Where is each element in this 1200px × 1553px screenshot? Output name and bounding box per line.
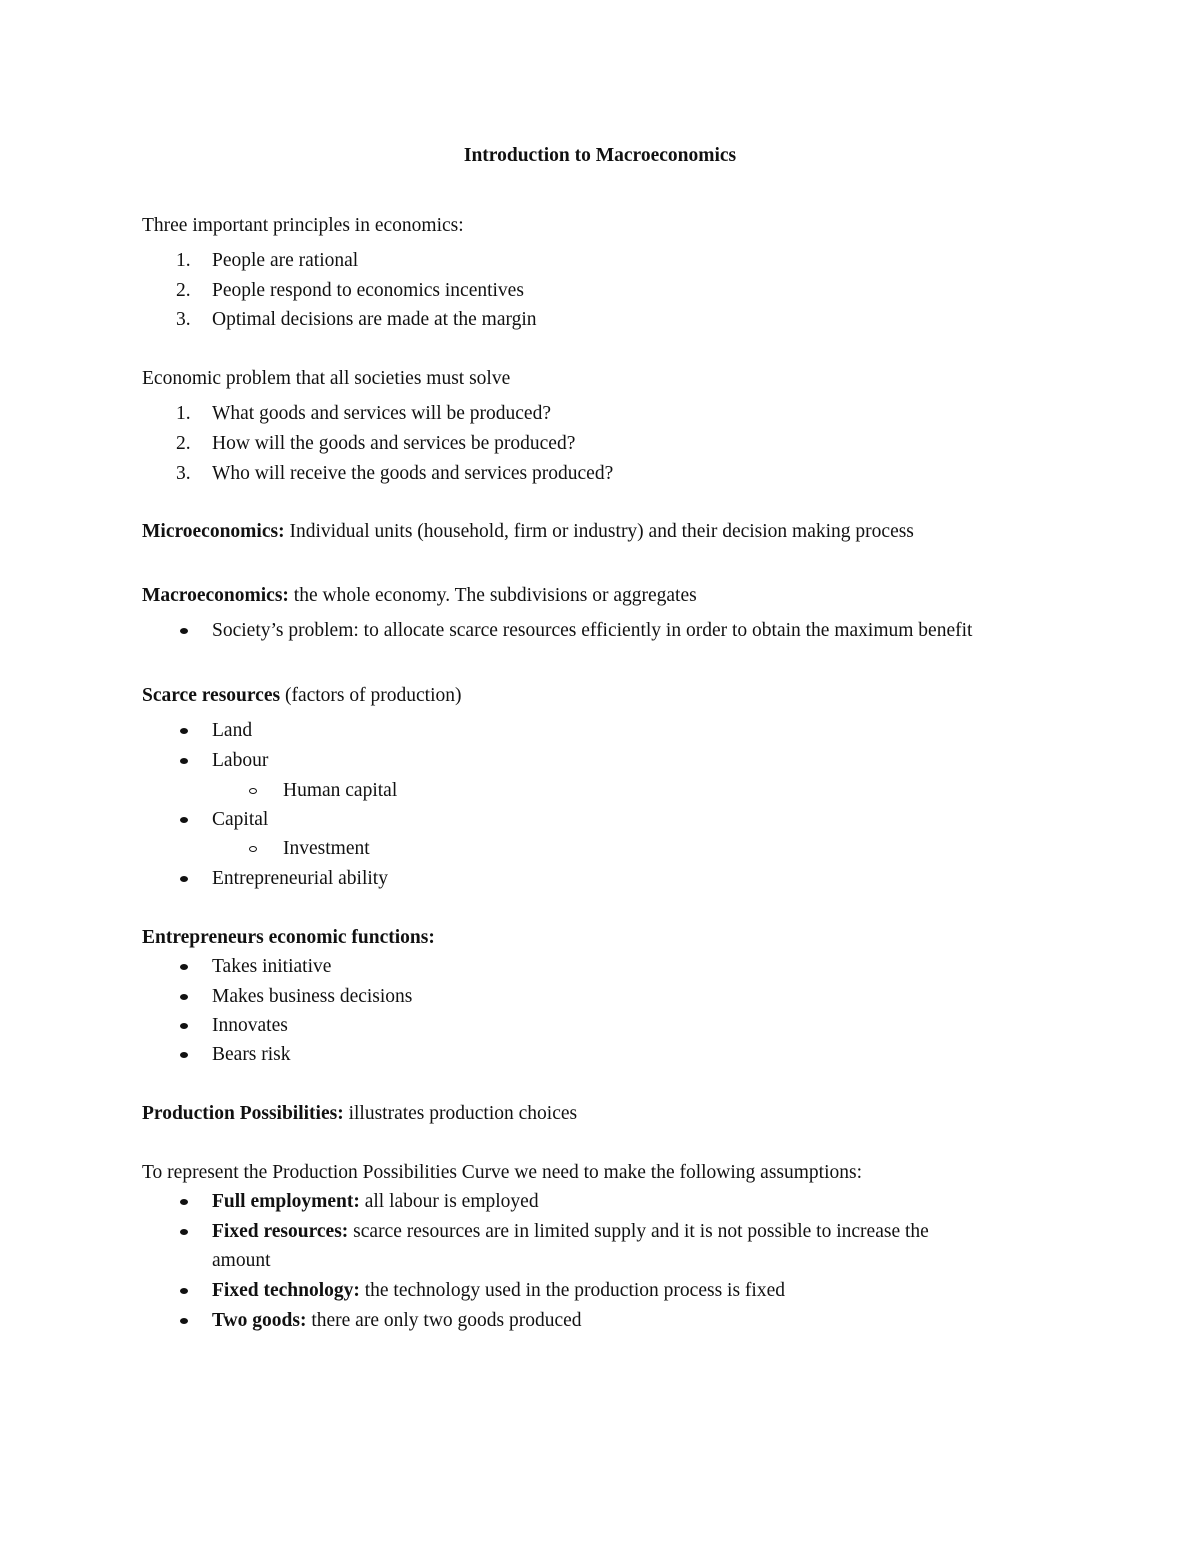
resource-subitem-human-capital: Human capital <box>283 780 398 801</box>
assumption-item <box>212 1278 785 1304</box>
principle-item: People respond to economics incentives <box>212 280 524 301</box>
assumption-text: all labour is employed <box>359 1191 539 1212</box>
problem-item: Who will receive the goods and services produced? <box>212 463 614 484</box>
production-possibilities-definition <box>142 1101 577 1127</box>
bullet-icon <box>180 817 188 823</box>
principle-number: 2. <box>176 280 191 301</box>
problem-item: How will the goods and services be produced? <box>212 433 576 454</box>
hollow-bullet-icon <box>249 788 257 794</box>
principles-heading: Three important principles in economics: <box>142 215 464 236</box>
assumption-item <box>212 1219 929 1245</box>
assumption-item <box>212 1189 539 1215</box>
bullet-icon <box>180 994 188 1000</box>
microeconomics-definition <box>142 519 914 545</box>
assumption-text: the technology used in the production process is fixed <box>359 1280 785 1301</box>
assumption-text: scarce resources are in limited supply and it is not possible to increase the <box>348 1221 929 1242</box>
resource-item-land: Land <box>212 720 253 741</box>
bullet-icon <box>180 628 188 634</box>
resource-subitem-investment: Investment <box>283 838 370 859</box>
principle-number: 1. <box>176 250 191 271</box>
problem-number: 1. <box>176 403 191 424</box>
principle-number: 3. <box>176 309 191 330</box>
problem-heading: Economic problem that all societies must solve <box>142 368 511 389</box>
macro-bullet-item: Society’s problem: to allocate scarce resources efficiently in order to obtain the maximum benefit <box>212 620 973 641</box>
scarce-resources-term: Scarce resources <box>142 685 281 706</box>
assumption-item <box>212 1308 582 1334</box>
macroeconomics-term: Macroeconomics: <box>142 585 289 606</box>
entrepreneur-function-item: Bears risk <box>212 1044 291 1065</box>
assumption-term: Full employment: <box>212 1191 360 1212</box>
problem-number: 2. <box>176 433 191 454</box>
entrepreneurs-heading-text: Entrepreneurs economic functions: <box>142 927 435 948</box>
entrepreneur-function-item: Makes business decisions <box>212 986 413 1007</box>
bullet-icon <box>180 1052 188 1058</box>
entrepreneur-function-item: Takes initiative <box>212 956 332 977</box>
entrepreneur-function-item: Innovates <box>212 1015 288 1036</box>
principle-item: People are rational <box>212 250 359 271</box>
bullet-icon <box>180 1023 188 1029</box>
bullet-icon <box>180 876 188 882</box>
page-title: Introduction to Macroeconomics <box>463 145 737 166</box>
hollow-bullet-icon <box>249 846 257 852</box>
problem-item: What goods and services will be produced? <box>212 403 551 424</box>
production-possibilities-term: Production Possibilities: <box>142 1103 344 1124</box>
bullet-icon <box>180 728 188 734</box>
microeconomics-text: Individual units (household, firm or industry) and their decision making process <box>284 521 914 542</box>
resource-item-entrepreneurial: Entrepreneurial ability <box>212 868 388 889</box>
assumption-term: Fixed technology: <box>212 1280 360 1301</box>
principle-item: Optimal decisions are made at the margin <box>212 309 537 330</box>
bullet-icon <box>180 758 188 764</box>
scarce-resources-heading <box>142 683 462 709</box>
microeconomics-term: Microeconomics: <box>142 521 285 542</box>
bullet-icon <box>180 1229 188 1235</box>
bullet-icon <box>180 1199 188 1205</box>
assumption-term: Fixed resources: <box>212 1221 349 1242</box>
entrepreneurs-heading <box>142 925 435 951</box>
assumption-text: there are only two goods produced <box>306 1310 582 1331</box>
resource-item-labour: Labour <box>212 750 269 771</box>
bullet-icon <box>180 1318 188 1324</box>
production-possibilities-text: illustrates production choices <box>343 1103 578 1124</box>
macroeconomics-definition <box>142 583 697 609</box>
assumption-item-continued: amount <box>212 1250 271 1271</box>
macroeconomics-text: the whole economy. The subdivisions or aggregates <box>288 585 697 606</box>
assumptions-heading: To represent the Production Possibilities Curve we need to make the following assumptions: <box>142 1162 863 1183</box>
assumption-term: Two goods: <box>212 1310 307 1331</box>
resource-item-capital: Capital <box>212 809 269 830</box>
problem-number: 3. <box>176 463 191 484</box>
scarce-resources-text: (factors of production) <box>280 685 462 706</box>
bullet-icon <box>180 1288 188 1294</box>
bullet-icon <box>180 964 188 970</box>
